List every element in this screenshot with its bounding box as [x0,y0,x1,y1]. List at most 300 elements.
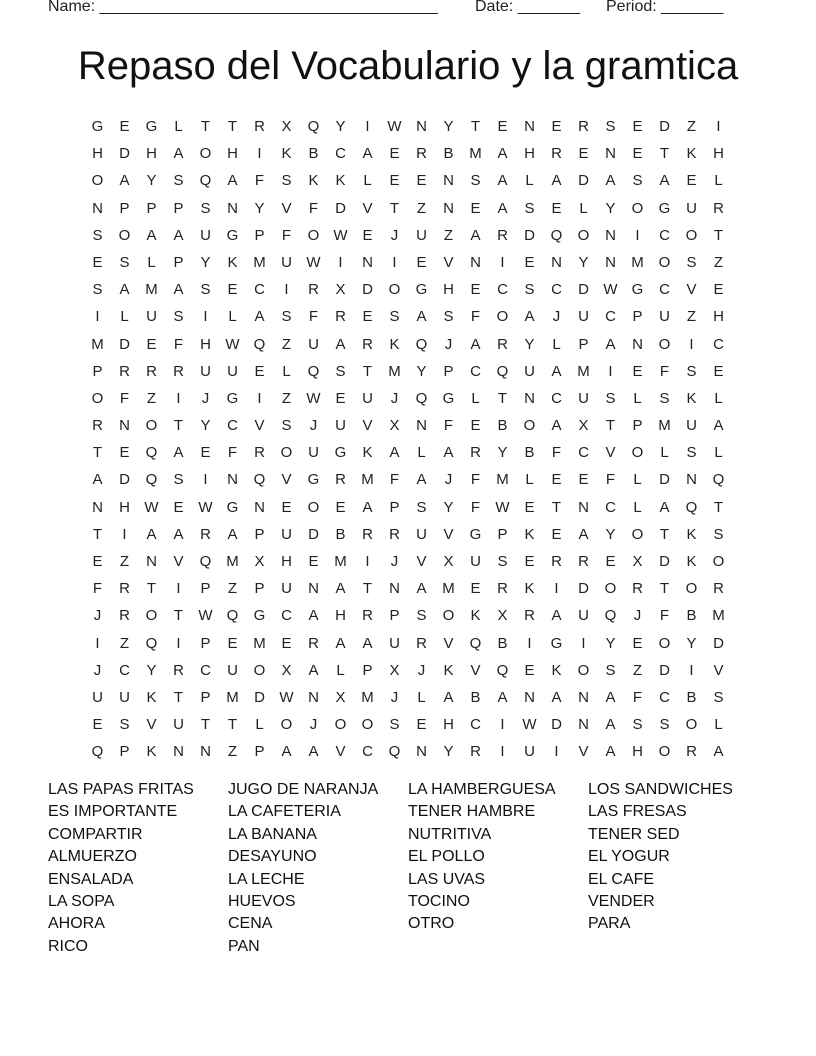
grid-letter: Y [443,498,454,516]
grid-letter: Y [443,118,454,135]
grid-letter: A [173,281,184,299]
grid-letter: O [631,525,644,543]
grid-letter: A [605,743,616,761]
grid-letter: S [659,716,670,734]
grid-letter: Y [524,335,535,353]
grid-letter: A [173,226,184,244]
grid-letter: D [524,226,535,244]
grid-letter: P [497,525,508,543]
grid-letter: Z [227,580,238,598]
grid-letter: E [524,253,535,271]
grid-letter: O [91,389,104,407]
word-list-item: LA HAMBERGUESA [408,781,556,798]
grid-letter: W [144,498,159,516]
grid-letter: Z [119,634,130,652]
grid-letter: M [712,607,725,625]
grid-letter: V [173,553,184,570]
grid-letter: Z [632,661,643,679]
grid-letter: N [254,498,265,516]
grid-letter: U [362,389,373,407]
word-list-item: VENDER [588,892,655,910]
grid-letter: V [443,525,454,543]
grid-letter: H [146,145,157,163]
grid-letter: P [254,525,265,543]
grid-letter: U [92,688,103,706]
grid-letter: Y [200,253,211,271]
grid-letter: R [497,226,508,244]
grid-letter: E [227,634,238,652]
grid-letter: I [689,335,694,353]
grid-letter: R [335,308,346,326]
grid-letter: Q [199,553,212,570]
grid-letter: O [685,226,698,244]
grid-letter: A [470,226,481,244]
grid-letter: U [119,688,130,706]
grid-letter: H [443,716,454,734]
grid-letter: A [605,688,616,706]
grid-letter: H [200,335,211,353]
grid-letter: D [308,525,319,543]
grid-letter: O [388,281,401,299]
grid-letter: K [443,661,454,679]
grid-letter: A [713,743,724,761]
grid-letter: U [173,716,184,734]
word-list-item: COMPARTIR [48,825,143,843]
grid-letter: G [442,389,455,407]
grid-letter: N [308,688,319,706]
grid-letter: U [524,743,535,761]
grid-letter: R [146,362,157,380]
grid-letter: H [227,145,238,163]
grid-letter: Y [443,743,454,761]
grid-letter: M [253,634,266,652]
grid-letter: F [308,199,319,217]
grid-letter: M [334,553,347,570]
grid-letter: E [416,716,427,734]
grid-letter: O [280,716,293,734]
grid-letter: A [362,498,373,516]
grid-letter: S [632,172,643,190]
grid-letter: A [659,498,670,516]
grid-letter: S [659,389,670,407]
grid-letter: T [173,607,184,625]
grid-letter: N [227,199,238,217]
grid-letter: O [604,580,617,598]
grid-letter: E [632,118,643,135]
grid-letter: N [470,253,481,271]
grid-letter: M [442,580,455,598]
grid-letter: U [524,362,535,380]
grid-letter: P [632,308,643,326]
grid-letter: X [389,417,400,435]
grid-letter: K [686,525,697,543]
grid-letter: U [416,525,427,543]
grid-letter: C [281,607,292,625]
grid-letter: N [416,743,427,761]
grid-letter: K [308,172,319,190]
grid-letter: Y [416,362,427,380]
grid-letter: A [605,335,616,353]
grid-letter: R [713,199,724,217]
grid-letter: B [497,634,508,652]
grid-letter: U [416,226,427,244]
grid-letter: D [659,661,670,679]
grid-letter: D [254,688,265,706]
grid-letter: Q [712,471,725,489]
grid-letter: S [524,281,535,299]
grid-letter: O [442,607,455,625]
grid-letter: A [335,634,346,652]
word-list-item: LA LECHE [228,870,305,888]
grid-letter: E [524,553,535,570]
grid-letter: J [390,553,399,570]
grid-letter: W [387,118,402,135]
grid-letter: A [308,661,319,679]
grid-letter: O [523,417,536,435]
grid-letter: S [524,199,535,217]
grid-letter: C [659,226,670,244]
grid-letter: D [551,716,562,734]
grid-letter: U [227,362,238,380]
word-list-item: TOCINO [408,892,470,910]
grid-letter: E [335,389,346,407]
grid-letter: J [390,389,399,407]
grid-letter: A [281,743,292,761]
grid-letter: H [119,498,130,516]
word-list-item: LAS FRESAS [588,803,687,821]
grid-letter: F [308,308,319,326]
grid-letter: I [203,308,208,326]
grid-letter: P [389,607,400,625]
grid-letter: A [308,743,319,761]
word-list-item: HUEVOS [228,892,296,910]
word-search-grid [84,113,732,766]
grid-letter: S [686,253,697,271]
period-field: Period: _______ [606,0,724,15]
grid-letter: Y [146,661,157,679]
grid-letter: M [361,688,374,706]
grid-letter: E [713,281,724,299]
grid-letter: F [551,444,562,462]
grid-letter: L [417,688,426,706]
grid-letter: W [495,498,510,516]
grid-letter: E [119,444,130,462]
grid-letter: P [119,199,130,217]
grid-letter: D [362,281,373,299]
grid-letter: K [524,525,535,543]
grid-letter: S [632,716,643,734]
grid-letter: V [416,553,427,570]
grid-letter: N [362,253,373,271]
grid-letter: K [335,172,346,190]
grid-letter: R [389,525,400,543]
grid-letter: Q [199,172,212,190]
grid-letter: U [578,308,589,326]
grid-letter: H [281,553,292,570]
word-list-item: CENA [228,915,273,933]
grid-letter: O [577,661,590,679]
grid-letter: S [281,308,292,326]
name-field: Name: ______________________________________ [48,0,438,15]
grid-letter: A [443,688,454,706]
grid-letter: J [417,661,426,679]
grid-letter: C [551,389,562,407]
grid-letter: S [200,199,211,217]
grid-letter: A [362,634,373,652]
grid-letter: O [658,634,671,652]
grid-letter: I [257,145,262,163]
grid-letter: D [578,580,589,598]
grid-letter: T [470,118,481,135]
grid-letter: L [714,716,723,734]
grid-letter: R [551,553,562,570]
grid-letter: N [200,743,211,761]
grid-letter: S [92,226,103,244]
grid-letter: R [416,634,427,652]
grid-letter: R [254,118,265,135]
grid-letter: T [713,226,724,244]
grid-letter: R [551,145,562,163]
word-list-item: ES IMPORTANTE [48,803,178,821]
grid-letter: Y [605,525,616,543]
grid-letter: G [145,118,158,135]
grid-letter: F [659,362,670,380]
grid-letter: C [659,281,670,299]
grid-letter: I [257,389,262,407]
grid-letter: U [578,607,589,625]
grid-letter: Y [605,199,616,217]
grid-letter: K [281,145,292,163]
grid-letter: V [335,743,346,761]
grid-letter: E [524,661,535,679]
grid-letter: U [227,661,238,679]
grid-letter: J [444,471,453,489]
grid-letter: R [524,607,535,625]
grid-letter: E [470,199,481,217]
word-list-item: TENER HAMBRE [408,803,536,821]
grid-letter: R [632,580,643,598]
grid-letter: R [119,362,130,380]
grid-letter: I [95,634,100,652]
grid-letter: Z [686,118,697,135]
grid-letter: I [122,525,127,543]
word-list-item: ALMUERZO [48,848,137,866]
grid-letter: V [686,281,697,299]
grid-letter: Z [281,335,292,353]
word-list-item: RICO [48,937,88,955]
grid-letter: O [712,553,725,570]
grid-letter: S [173,172,184,190]
grid-letter: O [118,226,131,244]
word-list [48,779,768,958]
grid-letter: C [470,716,481,734]
grid-letter: T [227,716,238,734]
grid-letter: S [686,362,697,380]
grid-letter: R [200,525,211,543]
grid-letter: Z [416,199,427,217]
grid-letter: Z [686,308,697,326]
grid-letter: U [200,226,211,244]
grid-letter: J [201,389,210,407]
grid-letter: A [497,688,508,706]
grid-letter: U [578,389,589,407]
grid-letter: L [660,444,669,462]
grid-letter: T [173,688,184,706]
grid-letter: Z [443,226,454,244]
grid-letter: E [308,553,319,570]
grid-letter: E [92,716,103,734]
grid-letter: H [713,308,724,326]
grid-letter: C [227,417,238,435]
grid-letter: H [524,145,535,163]
grid-letter: P [119,743,130,761]
grid-letter: A [605,716,616,734]
grid-letter: O [496,308,509,326]
grid-letter: F [173,335,184,353]
grid-letter: Q [415,335,428,353]
grid-letter: U [281,580,292,598]
grid-letter: R [92,417,103,435]
grid-letter: B [443,145,454,163]
word-list-item: TENER SED [588,825,680,843]
grid-letter: I [176,634,181,652]
grid-letter: A [713,417,724,435]
grid-letter: I [176,389,181,407]
grid-letter: E [173,498,184,516]
grid-letter: J [633,607,642,625]
grid-letter: F [470,498,481,516]
grid-letter: I [500,253,505,271]
word-list-item: EL CAFE [588,870,655,888]
grid-letter: A [578,525,589,543]
grid-letter: F [254,172,265,190]
grid-letter: L [471,389,480,407]
grid-letter: A [497,199,508,217]
grid-letter: V [470,661,481,679]
grid-letter: Q [145,471,158,489]
grid-letter: R [470,743,481,761]
grid-letter: I [527,634,532,652]
grid-letter: T [227,118,238,135]
grid-letter: E [551,471,562,489]
grid-letter: Q [415,389,428,407]
grid-letter: E [281,498,292,516]
word-list-item: OTRO [408,915,455,933]
grid-letter: T [551,498,562,516]
grid-letter: A [173,525,184,543]
grid-letter: E [578,471,589,489]
grid-letter: F [92,580,103,598]
grid-letter: L [714,389,723,407]
grid-letter: G [226,498,239,516]
grid-letter: P [362,661,373,679]
grid-letter: I [500,716,505,734]
grid-letter: A [551,417,562,435]
grid-letter: S [281,417,292,435]
grid-letter: P [173,253,184,271]
grid-letter: Z [146,389,157,407]
grid-letter: N [92,199,103,217]
grid-letter: N [605,145,616,163]
grid-letter: B [686,607,697,625]
word-list-item: LAS UVAS [408,870,486,888]
grid-letter: E [470,580,481,598]
grid-letter: V [362,417,373,435]
grid-letter: R [173,362,184,380]
grid-letter: A [254,308,265,326]
grid-letter: H [443,281,454,299]
grid-letter: O [361,716,374,734]
grid-letter: P [146,199,157,217]
grid-letter: S [605,389,616,407]
grid-letter: A [173,145,184,163]
grid-letter: N [686,471,697,489]
grid-letter: E [497,118,508,135]
grid-letter: A [227,525,238,543]
grid-letter: I [284,281,289,299]
grid-letter: M [253,253,266,271]
grid-letter: A [551,688,562,706]
grid-letter: S [119,253,130,271]
grid-letter: E [470,281,481,299]
grid-letter: E [551,525,562,543]
grid-letter: T [497,389,508,407]
grid-letter: C [605,308,616,326]
grid-letter: Y [200,417,211,435]
grid-letter: E [389,172,400,190]
grid-letter: Z [119,553,130,570]
grid-letter: Q [685,498,698,516]
grid-letter: E [335,498,346,516]
grid-letter: R [254,444,265,462]
grid-letter: G [226,226,239,244]
grid-letter: P [578,335,589,353]
word-list-item: ENSALADA [48,870,134,888]
grid-letter: A [416,308,427,326]
grid-letter: A [146,525,157,543]
grid-letter: A [416,471,427,489]
grid-letter: K [470,607,481,625]
grid-letter: M [577,362,590,380]
grid-letter: J [390,688,399,706]
grid-letter: J [309,716,318,734]
grid-letter: E [416,253,427,271]
grid-letter: N [524,688,535,706]
grid-letter: R [335,471,346,489]
grid-letter: G [658,199,671,217]
grid-letter: R [308,634,319,652]
grid-letter: E [92,253,103,271]
word-list-item: EL POLLO [408,848,485,866]
grid-letter: M [145,281,158,299]
grid-letter: W [306,253,321,271]
grid-letter: G [469,525,482,543]
grid-letter: D [659,553,670,570]
grid-letter: A [470,335,481,353]
grid-letter: O [631,199,644,217]
grid-letter: X [335,688,346,706]
grid-letter: M [226,688,239,706]
grid-letter: E [551,199,562,217]
grid-letter: Y [578,253,589,271]
grid-letter: O [334,716,347,734]
grid-letter: E [281,634,292,652]
grid-letter: Q [226,607,239,625]
grid-letter: A [308,607,319,625]
grid-letter: N [524,389,535,407]
grid-letter: Q [550,226,563,244]
grid-letter: K [389,335,400,353]
